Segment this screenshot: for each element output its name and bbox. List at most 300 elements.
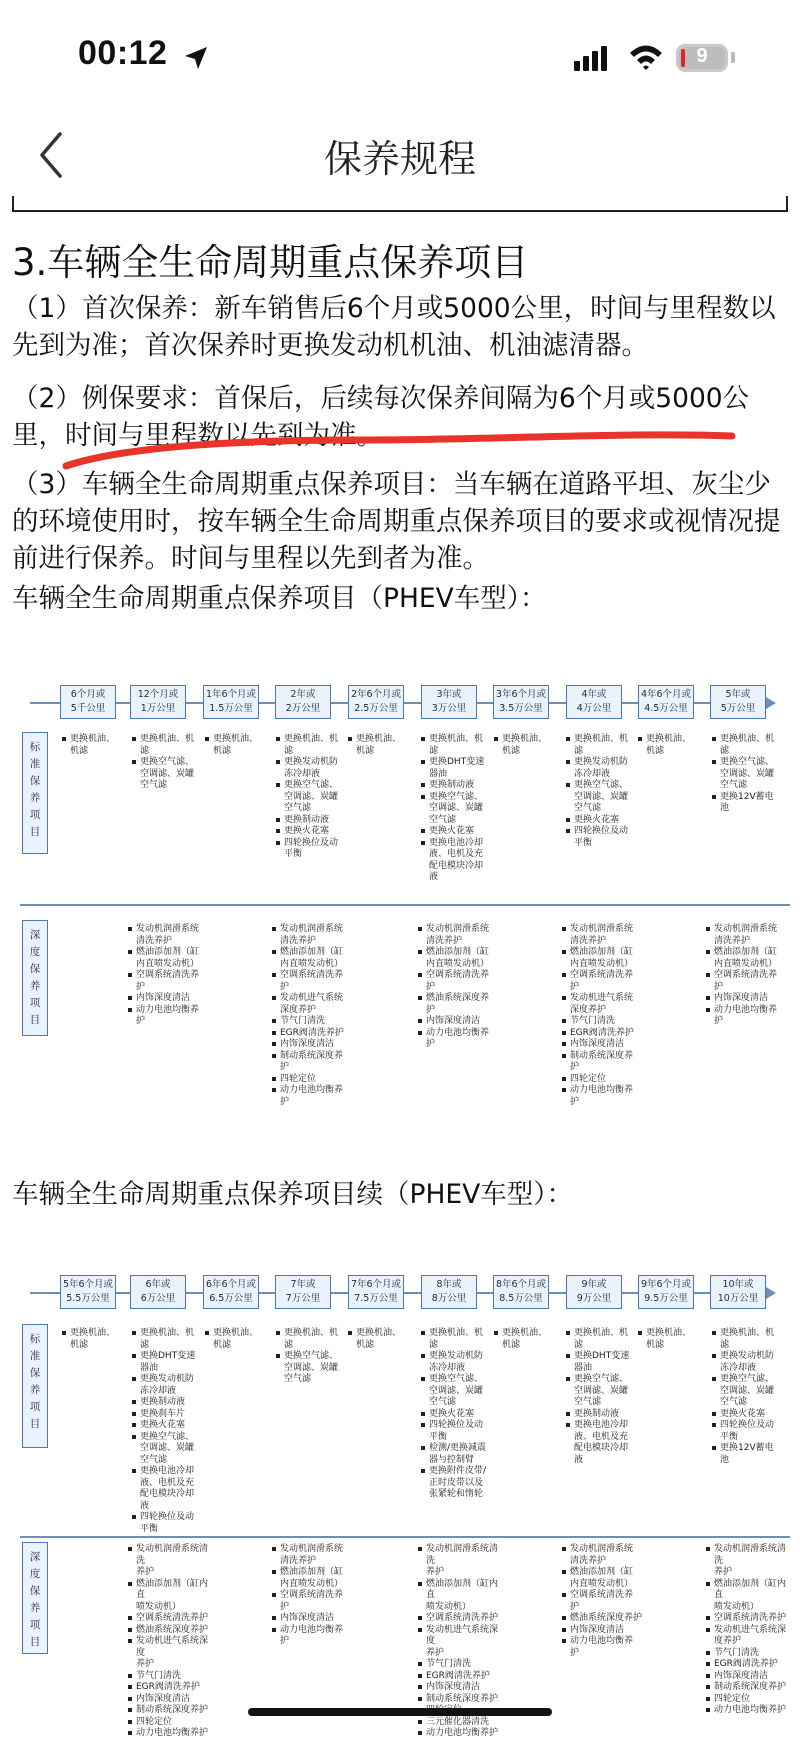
standard-item-line: 更换电池冷却 xyxy=(132,1466,206,1478)
standard-item-cell xyxy=(276,734,350,861)
standard-item-cell xyxy=(348,734,422,757)
standard-item-line: 正时皮带以及 xyxy=(429,1477,484,1488)
maintenance-table-1 xyxy=(0,676,800,1116)
standard-item-line: 池 xyxy=(720,803,730,813)
section-heading: 3.车辆全生命周期重点保养项目 xyxy=(12,241,529,284)
standard-item-line: 更换附件皮带/ xyxy=(421,1466,495,1478)
deep-item-line: 深度养护 xyxy=(280,1004,317,1015)
deep-item-line: 内直喷发动机） xyxy=(426,958,490,969)
deep-item-cell xyxy=(272,924,354,1108)
milestone-line: 8.5万公里 xyxy=(499,1293,543,1304)
deep-item-line: 清洗养护 xyxy=(136,935,173,946)
deep-item-cell xyxy=(128,924,210,1028)
milestone-line: 7.5万公里 xyxy=(354,1293,398,1304)
standard-item-line: 滤 xyxy=(720,1339,730,1350)
standard-item-line: 机滤 xyxy=(502,1339,521,1350)
deep-item-line: 护 xyxy=(714,1016,724,1026)
battery-level: 9 xyxy=(696,45,708,67)
standard-item-line: 空调滤、炭罐 xyxy=(720,768,775,779)
deep-item-line: 节气门清洗 xyxy=(272,1016,354,1028)
label-char: 项 xyxy=(29,809,41,821)
standard-item-line: 更换机油、机 xyxy=(712,734,786,746)
milestone-line: 3年或 xyxy=(436,689,462,700)
deep-item-line: 护 xyxy=(714,981,724,992)
deep-item-line: 空调系统清洗养护 xyxy=(706,1613,788,1625)
deep-item-cell xyxy=(272,1544,354,1648)
deep-item-line: 燃油系统深度养护 xyxy=(562,1613,644,1625)
standard-item-line: 空气滤 xyxy=(140,1454,168,1465)
milestone-line: 5千公里 xyxy=(70,703,106,714)
label-char: 标 xyxy=(29,741,41,753)
milestone-box xyxy=(348,685,404,719)
label-char: 深 xyxy=(29,1551,41,1563)
deep-item-line: 内直喷发动机） xyxy=(280,958,344,969)
milestone-line: 6年6个月或 xyxy=(205,1279,257,1290)
timeline-arrow-icon xyxy=(766,697,776,709)
standard-item-line: 更换空气滤、 xyxy=(276,780,350,792)
standard-item-line: 更换DHT变速 xyxy=(566,1351,640,1363)
deep-item-cell xyxy=(562,1544,644,1659)
label-char: 项 xyxy=(29,1401,41,1413)
deep-item-line: 护 xyxy=(426,981,436,992)
deep-item-line: 发动机润滑系统清洗 xyxy=(706,1544,788,1567)
standard-item-line: 更换空气滤、 xyxy=(132,757,206,769)
deep-item-line: 动力电池均衡养护 xyxy=(418,1728,500,1740)
milestone-line: 1年6个月或 xyxy=(205,689,257,700)
standard-item-line: 空气滤 xyxy=(720,1397,748,1407)
deep-item-line: 发动机进气系统深 xyxy=(706,1625,788,1637)
standard-item-line: 空调滤、炭罐 xyxy=(720,1385,775,1396)
milestone-box xyxy=(421,685,477,719)
standard-item-line: 机滤 xyxy=(502,745,521,756)
milestone-line: 3年6个月或 xyxy=(495,689,547,700)
standard-item-line: 空调滤、炭罐 xyxy=(429,803,484,813)
standard-item-line: 液、电机及充 xyxy=(574,1431,629,1442)
standard-item-line: 更换空气滤、 xyxy=(132,1432,206,1444)
label-char: 目 xyxy=(29,826,41,838)
standard-item-line: 更换空气滤、 xyxy=(421,1374,495,1386)
standard-item-cell xyxy=(132,1328,206,1535)
cellular-signal-icon xyxy=(574,46,610,71)
deep-item-line: 三元催化器清洗 xyxy=(418,1717,500,1729)
milestone-box xyxy=(638,1275,694,1309)
deep-item-line: 四轮定位 xyxy=(706,1694,788,1706)
deep-item-line: 深度养护 xyxy=(570,1004,607,1015)
deep-item-line: 发动机进气系统深度 xyxy=(128,1636,210,1659)
standard-item-cell xyxy=(205,1328,279,1351)
standard-item-line: 冻冷却液 xyxy=(140,1385,177,1396)
deep-item-line: 四轮定位 xyxy=(128,1717,210,1729)
standard-item-line: 滤 xyxy=(140,1339,150,1350)
deep-item-line: 燃油添加剂（缸 xyxy=(706,947,788,959)
deep-item-line: 燃油添加剂（缸 xyxy=(418,947,500,959)
status-time: 00:12 xyxy=(78,34,168,72)
deep-item-line: 内饰深度清洁 xyxy=(418,1016,500,1028)
deep-item-line: 动力电池均衡养护 xyxy=(706,1705,788,1717)
standard-item-line: 更换火花塞 xyxy=(712,1409,786,1421)
deep-maintenance-label xyxy=(22,1542,48,1654)
standard-item-line: 更换制动液 xyxy=(276,815,350,827)
standard-item-line: 液 xyxy=(574,1454,584,1465)
battery-icon xyxy=(676,44,728,72)
milestone-line: 2年或 xyxy=(290,689,316,700)
milestone-line: 7年6个月或 xyxy=(350,1279,402,1290)
standard-item-line: 配电模块冷却 xyxy=(574,1443,629,1453)
label-char: 保 xyxy=(29,963,41,975)
milestone-box xyxy=(203,685,259,719)
deep-item-line: 内饰深度清洁 xyxy=(562,1039,644,1051)
standard-item-line: 液、电机及充 xyxy=(140,1477,195,1488)
standard-item-line: 更换12V蓄电 xyxy=(712,1443,786,1455)
standard-item-line: 空调滤、炭罐 xyxy=(284,1362,339,1373)
table2-title: 车辆全生命周期重点保养项目续（PHEV车型）： xyxy=(12,1179,574,1210)
milestone-box xyxy=(566,1275,622,1309)
standard-item-line: 配电模块冷却 xyxy=(429,860,484,871)
standard-item-line: 更换机油、机 xyxy=(712,1328,786,1340)
standard-item-line: 更换机油、 xyxy=(348,1328,422,1340)
milestone-line: 9万公里 xyxy=(576,1293,612,1304)
standard-item-line: 空调滤、炭罐 xyxy=(574,791,629,802)
standard-item-line: 更换火花塞 xyxy=(421,1409,495,1421)
standard-item-line: 滤 xyxy=(429,745,439,756)
milestone-line: 8年或 xyxy=(436,1279,462,1290)
standard-item-line: 更换火花塞 xyxy=(276,826,350,838)
deep-item-line: 动力电池均衡养护 xyxy=(128,1728,210,1740)
deep-item-line: 空调系统清洗养护 xyxy=(128,1613,210,1625)
standard-item-line: 更换空气滤、 xyxy=(566,780,640,792)
milestone-line: 6年或 xyxy=(145,1279,171,1290)
standard-item-line: 更换DHT变速 xyxy=(132,1351,206,1363)
standard-item-line: 四轮换位及动 xyxy=(276,838,350,850)
standard-item-line: 池 xyxy=(720,1454,730,1465)
milestone-line: 8万公里 xyxy=(431,1293,467,1304)
deep-item-line: 内直喷发动机） xyxy=(280,1578,344,1589)
standard-item-line: 冻冷却液 xyxy=(284,768,321,779)
standard-item-line: 更换火花塞 xyxy=(421,826,495,838)
standard-item-line: 更换机油、机 xyxy=(276,734,350,746)
deep-item-line: 动力电池均衡养 xyxy=(272,1085,354,1097)
standard-item-line: 空气滤 xyxy=(720,780,748,790)
deep-item-line: 发动机进气系统 xyxy=(272,993,354,1005)
deep-item-line: 制动系统深度养护 xyxy=(128,1705,210,1717)
deep-item-line: 护 xyxy=(136,981,146,992)
deep-item-line: 发动机润滑系统 xyxy=(272,924,354,936)
standard-item-cell xyxy=(276,1328,350,1386)
deep-item-line: 护 xyxy=(280,1636,290,1646)
label-char: 养 xyxy=(29,1602,41,1614)
deep-item-line: 制动系统深度养护 xyxy=(418,1694,500,1706)
deep-item-line: 动力电池均衡养 xyxy=(562,1085,644,1097)
deep-item-line: 发动机润滑系统 xyxy=(562,924,644,936)
deep-item-line: 喷发动机） xyxy=(426,1601,472,1612)
standard-item-line: 四轮换位及动 xyxy=(132,1512,206,1524)
deep-item-line: 养护 xyxy=(136,1567,155,1577)
deep-item-line: 燃油添加剂（缸内直 xyxy=(706,1579,788,1602)
deep-item-line: 清洗养护 xyxy=(570,1555,607,1566)
deep-item-line: 燃油添加剂（缸内直 xyxy=(128,1579,210,1602)
standard-item-line: 更换发动机防 xyxy=(276,757,350,769)
standard-item-line: 更换机油、机 xyxy=(566,1328,640,1340)
deep-item-line: 燃油添加剂（缸 xyxy=(128,947,210,959)
standard-item-cell xyxy=(421,1328,495,1501)
deep-item-line: 内直喷发动机） xyxy=(714,958,778,969)
label-char: 养 xyxy=(29,980,41,992)
milestone-line: 4年6个月或 xyxy=(640,689,692,700)
standard-item-line: 机滤 xyxy=(213,745,232,756)
label-char: 深 xyxy=(29,929,41,941)
standard-item-line: 四轮换位及动 xyxy=(421,1420,495,1432)
label-char: 标 xyxy=(29,1333,41,1345)
red-underline-stroke xyxy=(60,418,740,478)
deep-item-line: EGR阀清洗养护 xyxy=(706,1659,788,1671)
deep-item-line: 燃油系统深度养 xyxy=(418,993,500,1005)
deep-item-line: 动力电池均衡养 xyxy=(128,1005,210,1017)
section-divider xyxy=(20,1536,790,1538)
standard-item-line: 液 xyxy=(429,872,439,882)
standard-item-cell xyxy=(348,1328,422,1351)
standard-item-cell xyxy=(132,734,206,792)
deep-item-line: 燃油添加剂（缸 xyxy=(562,1567,644,1579)
deep-item-cell xyxy=(128,1544,210,1740)
standard-item-line: 更换机油、 xyxy=(494,734,568,746)
milestone-line: 4.5万公里 xyxy=(644,703,688,714)
standard-maintenance-label xyxy=(22,1324,48,1448)
standard-item-line: 滤 xyxy=(140,745,150,756)
deep-item-cell xyxy=(562,924,644,1108)
standard-item-line: 器油 xyxy=(140,1362,159,1373)
milestone-box xyxy=(638,685,694,719)
milestone-line: 4年或 xyxy=(581,689,607,700)
standard-item-line: 更换机油、机 xyxy=(132,1328,206,1340)
milestone-line: 6万公里 xyxy=(140,1293,176,1304)
standard-item-line: 器与控制臂 xyxy=(429,1454,475,1465)
deep-item-line: 空调系统清洗养 xyxy=(418,970,500,982)
standard-item-line: 冻冷却液 xyxy=(720,1362,757,1373)
milestone-line: 5万公里 xyxy=(720,703,756,714)
standard-item-line: 空气滤 xyxy=(284,803,312,813)
standard-item-line: 更换空气滤、 xyxy=(566,1374,640,1386)
battery-tip xyxy=(731,52,735,63)
milestone-box xyxy=(60,685,116,719)
deep-item-line: 发动机润滑系统清洗 xyxy=(128,1544,210,1567)
milestone-line: 4万公里 xyxy=(576,703,612,714)
milestone-line: 9年或 xyxy=(581,1279,607,1290)
deep-item-cell xyxy=(706,1544,788,1717)
deep-item-line: 养护 xyxy=(426,1567,445,1577)
home-indicator xyxy=(248,1708,552,1716)
deep-item-line: 四轮定位 xyxy=(562,1074,644,1086)
deep-item-line: 护 xyxy=(570,981,580,992)
deep-item-cell xyxy=(706,924,788,1028)
label-char: 准 xyxy=(29,1350,41,1362)
standard-item-line: 更换发动机防 xyxy=(712,1351,786,1363)
deep-item-line: 空调系统清洗养 xyxy=(706,970,788,982)
deep-item-line: 内饰深度清洁 xyxy=(128,1694,210,1706)
label-char: 项 xyxy=(29,1619,41,1631)
standard-item-line: 平衡 xyxy=(140,1523,159,1534)
milestone-line: 10年或 xyxy=(722,1279,754,1290)
deep-item-line: 发动机润滑系统 xyxy=(418,924,500,936)
standard-item-line: 更换机油、 xyxy=(62,1328,136,1340)
deep-item-line: 节气门清洗 xyxy=(706,1648,788,1660)
deep-item-cell xyxy=(418,924,500,1051)
deep-item-line: 护 xyxy=(136,1016,146,1026)
deep-item-line: 发动机润滑系统 xyxy=(272,1544,354,1556)
deep-item-line: 空调系统清洗养护 xyxy=(418,1613,500,1625)
label-char: 度 xyxy=(29,1568,41,1580)
standard-item-cell xyxy=(494,734,568,757)
standard-item-line: 配电模块冷却 xyxy=(140,1489,195,1499)
milestone-box xyxy=(566,685,622,719)
milestone-line: 5.5万公里 xyxy=(66,1293,110,1304)
deep-item-line: 内直喷发动机） xyxy=(136,958,200,969)
deep-item-line: 内饰深度清洁 xyxy=(128,993,210,1005)
standard-item-line: 更换空气滤、 xyxy=(421,792,495,804)
milestone-line: 5年或 xyxy=(725,689,751,700)
paragraph-key-items: （3）车辆全生命周期重点保养项目：当车辆在道路平坦、灰尘少的环境使用时，按车辆全生命周期重点保养项目的要求或视情况提前进行保养。时间与里程以先到者为准。 xyxy=(12,469,781,574)
standard-item-line: 液、电机及充 xyxy=(429,849,484,859)
standard-item-cell xyxy=(62,734,136,757)
deep-item-line: 喷发动机） xyxy=(136,1601,182,1612)
milestone-line: 5年6个月或 xyxy=(62,1279,114,1290)
deep-item-line: 护 xyxy=(426,1039,436,1049)
standard-item-line: 张紧轮和惰轮 xyxy=(429,1489,484,1499)
standard-item-cell xyxy=(712,1328,786,1466)
standard-item-line: 更换空气滤、 xyxy=(712,1374,786,1386)
deep-item-line: 护 xyxy=(570,1062,580,1072)
deep-item-line: 空调系统清洗养 xyxy=(562,970,644,982)
page-title: 保养规程 xyxy=(323,137,476,181)
standard-item-cell xyxy=(638,734,712,757)
deep-item-line: 发动机润滑系统清洗 xyxy=(418,1544,500,1567)
standard-item-cell xyxy=(62,1328,136,1351)
standard-item-cell xyxy=(638,1328,712,1351)
standard-item-line: 更换空气滤、 xyxy=(276,1351,350,1363)
standard-item-cell xyxy=(205,734,279,757)
label-char: 度 xyxy=(29,946,41,958)
milestone-line: 2.5万公里 xyxy=(354,703,398,714)
deep-item-line: 燃油添加剂（缸 xyxy=(562,947,644,959)
deep-item-line: 清洗养护 xyxy=(280,1555,317,1566)
standard-item-line: 更换机油、 xyxy=(205,734,279,746)
standard-item-line: 更换发动机防 xyxy=(132,1374,206,1386)
milestone-box xyxy=(130,1275,186,1309)
standard-item-cell xyxy=(712,734,786,815)
standard-item-line: 滤 xyxy=(429,1339,439,1350)
milestone-box xyxy=(275,685,331,719)
standard-item-line: 更换机油、机 xyxy=(421,1328,495,1340)
standard-item-line: 更换电池冷却 xyxy=(421,838,495,850)
deep-item-line: 发动机进气系统深度 xyxy=(418,1625,500,1648)
standard-item-line: 更换发动机防 xyxy=(566,757,640,769)
milestone-line: 6.5万公里 xyxy=(209,1293,253,1304)
deep-item-line: 护 xyxy=(280,1601,290,1612)
deep-item-line: 空调系统清洗养 xyxy=(272,970,354,982)
standard-item-line: 更换制动液 xyxy=(421,780,495,792)
location-arrow-icon xyxy=(182,44,210,72)
standard-item-line: 空气滤 xyxy=(284,1374,312,1384)
deep-item-line: 护 xyxy=(426,1004,436,1015)
standard-item-line: 机滤 xyxy=(213,1339,232,1350)
milestone-line: 6个月或 xyxy=(70,689,106,700)
standard-item-line: 冻冷却液 xyxy=(574,768,611,779)
deep-item-line: 清洗养护 xyxy=(426,935,463,946)
milestone-line: 3万公里 xyxy=(431,703,467,714)
milestone-box xyxy=(421,1275,477,1309)
standard-item-line: 机滤 xyxy=(356,745,375,756)
standard-maintenance-label xyxy=(22,732,48,854)
header-divider xyxy=(12,196,788,212)
standard-item-line: 平衡 xyxy=(574,837,593,848)
deep-maintenance-label xyxy=(22,920,48,1036)
standard-item-line: 空气滤 xyxy=(429,814,457,825)
deep-item-line: 发动机进气系统 xyxy=(562,993,644,1005)
deep-item-line: 清洗养护 xyxy=(570,935,607,946)
label-char: 目 xyxy=(29,1418,41,1430)
standard-item-line: 更换刹车片 xyxy=(132,1409,206,1421)
label-char: 保 xyxy=(29,1585,41,1597)
standard-item-line: 滤 xyxy=(284,745,294,756)
standard-item-line: 更换机油、 xyxy=(62,734,136,746)
standard-item-cell xyxy=(566,734,640,849)
standard-item-line: 空气滤 xyxy=(574,803,602,813)
standard-item-line: 空气滤 xyxy=(429,1397,457,1407)
deep-item-line: 清洗养护 xyxy=(714,935,751,946)
standard-item-line: 机滤 xyxy=(70,1339,89,1350)
standard-item-line: 器油 xyxy=(574,1362,593,1373)
standard-item-line: 机滤 xyxy=(646,745,665,756)
label-char: 目 xyxy=(29,1636,41,1648)
paragraph-routine-service: （2）例保要求：首保后，后续每次保养间隔为6个月或5000公里，时间与里程数以先到为准。 xyxy=(12,383,750,451)
deep-item-line: 燃油添加剂（缸 xyxy=(272,1567,354,1579)
deep-item-line: 动力电池均衡养 xyxy=(272,1625,354,1637)
deep-item-line: 护 xyxy=(280,981,290,992)
deep-item-line: 动力电池均衡养 xyxy=(706,1005,788,1017)
standard-item-line: 更换火花塞 xyxy=(132,1420,206,1432)
standard-item-cell xyxy=(566,1328,640,1466)
label-char: 养 xyxy=(29,792,41,804)
milestone-line: 8年6个月或 xyxy=(495,1279,547,1290)
standard-item-line: 更换机油、机 xyxy=(566,734,640,746)
deep-item-line: 节气门清洗 xyxy=(562,1016,644,1028)
deep-item-line: 度养护 xyxy=(714,1636,742,1646)
deep-item-line: 内饰深度清洁 xyxy=(272,1039,354,1051)
standard-item-cell xyxy=(421,734,495,884)
standard-item-line: 液 xyxy=(140,1500,150,1511)
standard-item-line: 更换机油、 xyxy=(348,734,422,746)
deep-item-line: 节气门清洗 xyxy=(418,1659,500,1671)
standard-item-line: 更换机油、 xyxy=(638,1328,712,1340)
milestone-box xyxy=(130,685,186,719)
milestone-line: 1.5万公里 xyxy=(209,703,253,714)
deep-item-line: 动力电池均衡养 xyxy=(562,1636,644,1648)
standard-item-line: 四轮换位及动 xyxy=(566,826,640,838)
deep-item-line: 内直喷发动机） xyxy=(570,958,634,969)
milestone-box xyxy=(203,1275,259,1309)
label-char: 目 xyxy=(29,1014,41,1026)
standard-item-line: 器油 xyxy=(429,768,448,779)
table1-title: 车辆全生命周期重点保养项目（PHEV车型）： xyxy=(12,583,547,614)
wifi-icon xyxy=(628,42,664,72)
deep-item-line: 护 xyxy=(570,1601,580,1612)
deep-item-line: 养护 xyxy=(426,1647,445,1658)
standard-item-line: 更换12V蓄电 xyxy=(712,792,786,804)
standard-item-line: 滤 xyxy=(284,1339,294,1350)
standard-item-line: 平衡 xyxy=(720,1431,739,1442)
standard-item-line: 更换电池冷却 xyxy=(566,1420,640,1432)
deep-item-line: EGR阀清洗养护 xyxy=(272,1028,354,1040)
timeline-arrow-icon xyxy=(766,1287,776,1299)
